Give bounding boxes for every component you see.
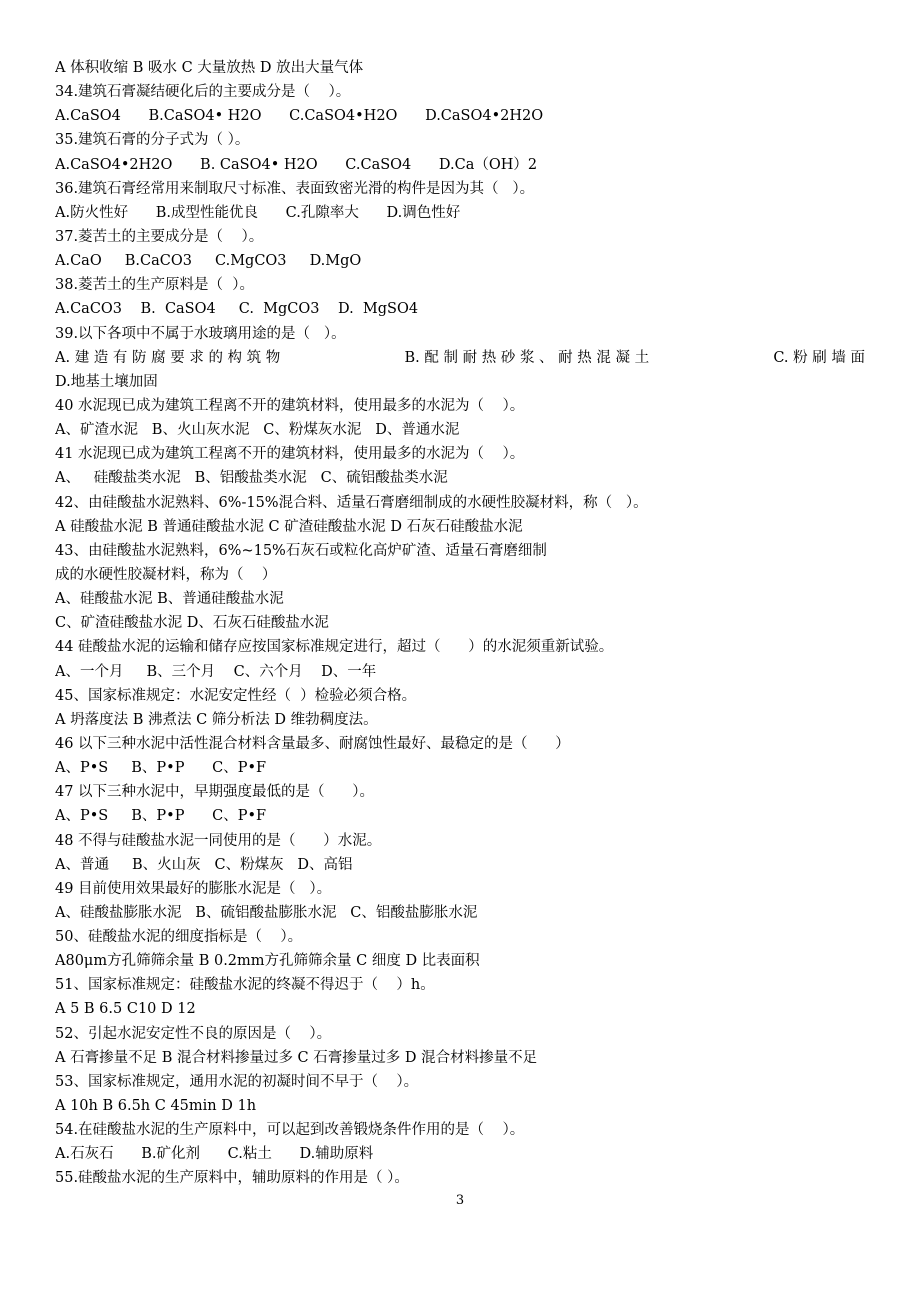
text-line: 48 不得与硅酸盐水泥一同使用的是（ ）水泥。 <box>55 832 382 849</box>
text-line: 40 水泥现已成为建筑工程离不开的建筑材料，使用最多的水泥为（ ）。 <box>55 397 525 414</box>
text-line: 45、国家标准规定：水泥安定性经（ ）检验必须合格。 <box>55 687 417 704</box>
text-line: 47 以下三种水泥中，早期强度最低的是（ ）。 <box>55 784 374 801</box>
text-line: D.地基土壤加固 <box>55 373 158 390</box>
text-line: A、P•S B、P•P C、P•F <box>55 760 267 777</box>
text-line: A、 硅酸盐类水泥 B、铝酸盐类水泥 C、硫铝酸盐类水泥 <box>55 470 448 487</box>
text-line: 39.以下各项中不属于水玻璃用途的是（ ）。 <box>55 325 346 342</box>
text-line: A、硅酸盐膨胀水泥 B、硫铝酸盐膨胀水泥 C、铝酸盐膨胀水泥 <box>55 904 478 921</box>
text-line: 34.建筑石膏凝结硬化后的主要成分是（ ）。 <box>55 84 351 101</box>
text-line: A 10h B 6.5h C 45min D 1h <box>55 1098 257 1115</box>
text-line: 49 目前使用效果最好的膨胀水泥是（ ）。 <box>55 880 332 897</box>
text-line: 50、硅酸盐水泥的细度指标是（ ）。 <box>55 929 303 946</box>
text-line: A.CaCO3 B. CaSO4 C. MgCO3 D. MgSO4 <box>55 301 419 318</box>
text-line: A.石灰石 B.矿化剂 C.粘土 D.辅助原料 <box>55 1146 374 1163</box>
text-line: A 5 B 6.5 C10 D 12 <box>55 1001 196 1018</box>
justified-options-line <box>55 346 865 370</box>
page-number: 3 <box>455 1193 465 1208</box>
text-line: A.防火性好 B.成型性能优良 C.孔隙率大 D.调色性好 <box>55 204 461 221</box>
text-line: A 石膏掺量不足 B 混合材料掺量过多 C 石膏掺量过多 D 混合材料掺量不足 <box>55 1049 538 1066</box>
text-line: 52、引起水泥安定性不良的原因是（ ）。 <box>55 1025 332 1042</box>
text-line: 43、由硅酸盐水泥熟料，6%~15%石灰石或粒化高炉矿渣、适量石膏磨细制 <box>55 542 547 559</box>
text-line: 35.建筑石膏的分子式为（ ）。 <box>55 132 250 149</box>
text-line: A 体积收缩 B 吸水 C 大量放热 D 放出大量气体 <box>55 60 364 76</box>
text-line: 成的水硬性胶凝材料，称为（ ） <box>55 566 277 583</box>
text-line: 41 水泥现已成为建筑工程离不开的建筑材料，使用最多的水泥为（ ）。 <box>55 446 525 463</box>
text-line: A.CaSO4 B.CaSO4• H2O C.CaSO4•H2O D.CaSO4•2H2O <box>55 108 544 125</box>
text-line: 54.在硅酸盐水泥的生产原料中，可以起到改善锻烧条件作用的是（ ）。 <box>55 1122 525 1139</box>
text-line: C、矿渣硅酸盐水泥 D、石灰石硅酸盐水泥 <box>55 615 329 632</box>
text-line: A.CaO B.CaCO3 C.MgCO3 D.MgO <box>55 253 362 270</box>
text-line: 51、国家标准规定：硅酸盐水泥的终凝不得迟于（ ）h。 <box>55 977 435 994</box>
text-line: A、普通 B、火山灰 C、粉煤灰 D、高铝 <box>55 856 353 873</box>
option-a-text: A. 建 造 有 防 腐 要 求 的 构 筑 物 <box>55 349 281 366</box>
text-line: 36.建筑石膏经常用来制取尺寸标准、表面致密光滑的构件是因为其（ ）。 <box>55 180 535 197</box>
text-line: A 坍落度法 B 沸煮法 C 筛分析法 D 维勃稠度法。 <box>55 711 378 728</box>
question-text-block <box>55 56 865 1191</box>
text-line: A、P•S B、P•P C、P•F <box>55 808 267 825</box>
option-b-text: B. 配 制 耐 热 砂 浆 、 耐 热 混 凝 土 <box>404 349 650 366</box>
text-line: 55.硅酸盐水泥的生产原料中，辅助原料的作用是（ ）。 <box>55 1170 409 1187</box>
text-line: A、矿渣水泥 B、火山灰水泥 C、粉煤灰水泥 D、普通水泥 <box>55 422 460 439</box>
text-line: A、一个月 B、三个月 C、六个月 D、一年 <box>55 663 377 680</box>
option-c-text: C. 粉 刷 墙 面 <box>773 349 865 366</box>
text-line: 37.菱苦土的主要成分是（ ）。 <box>55 228 264 245</box>
text-line: 46 以下三种水泥中活性混合材料含量最多、耐腐蚀性最好、最稳定的是（ ） <box>55 735 570 752</box>
text-line: 53、国家标准规定，通用水泥的初凝时间不早于（ ）。 <box>55 1073 419 1090</box>
text-line: A80μm方孔筛筛余量 B 0.2mm方孔筛筛余量 C 细度 D 比表面积 <box>55 953 480 970</box>
text-line: A、硅酸盐水泥 B、普通硅酸盐水泥 <box>55 591 284 608</box>
text-line: 38.菱苦土的生产原料是（ ）。 <box>55 277 255 294</box>
text-line: 42、由硅酸盐水泥熟料、6%-15%混合料、适量石膏磨细制成的水硬性胶凝材料，称（ ）。 <box>55 494 648 511</box>
text-line: A.CaSO4•2H2O B. CaSO4• H2O C.CaSO4 D.Ca（OH）2 <box>55 156 538 173</box>
text-line: A 硅酸盐水泥 B 普通硅酸盐水泥 C 矿渣硅酸盐水泥 D 石灰石硅酸盐水泥 <box>55 518 523 535</box>
text-line: 44 硅酸盐水泥的运输和储存应按国家标准规定进行，超过（ ）的水泥须重新试验。 <box>55 639 614 656</box>
